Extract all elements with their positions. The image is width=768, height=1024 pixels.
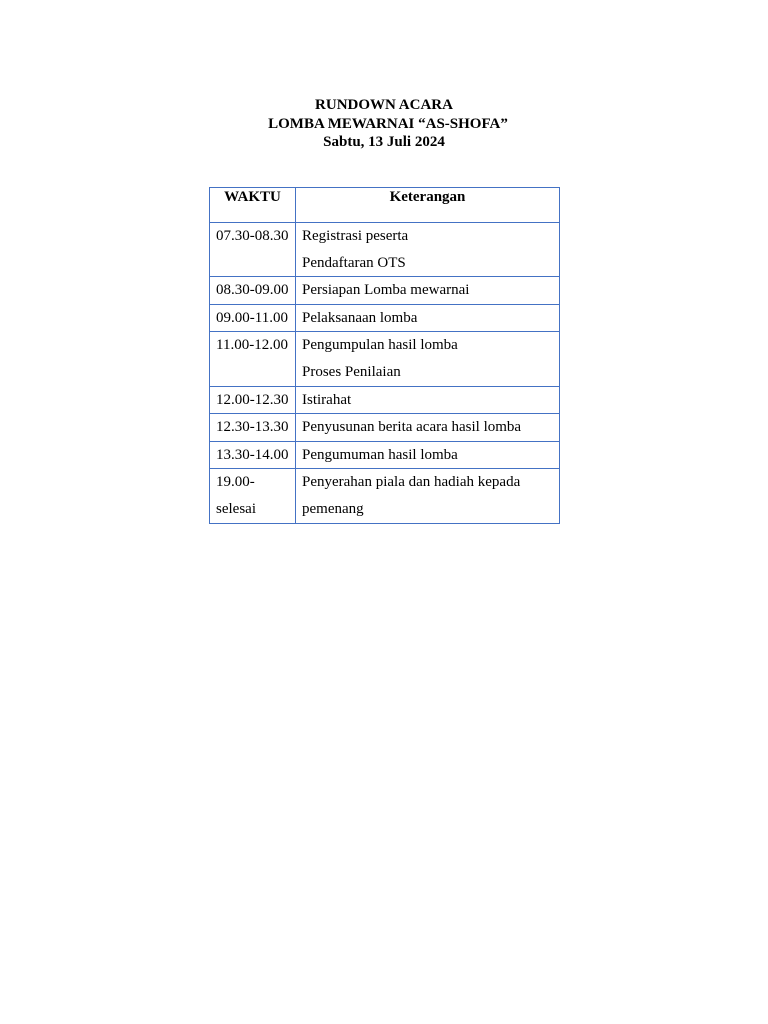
time-cell: 08.30-09.00 [210, 277, 296, 305]
title-line-2: LOMBA MEWARNAI “AS-SHOFA” [268, 115, 508, 132]
description-cell [296, 386, 560, 414]
description-line: Pengumpulan hasil lomba [302, 337, 458, 354]
description-cell [296, 441, 560, 469]
description-line: Penyerahan piala dan hadiah kepada [302, 474, 521, 491]
document-title [0, 96, 768, 152]
description-line: Pendaftaran OTS [302, 254, 406, 271]
table-row [210, 469, 560, 523]
description-line: Registrasi peserta [302, 228, 409, 244]
time-cell: 13.30-14.00 [210, 441, 296, 469]
rundown-table [209, 187, 560, 524]
table-row [210, 223, 560, 277]
header-waktu: WAKTU [210, 188, 296, 223]
title-line-3: Sabtu, 13 Juli 2024 [323, 134, 445, 150]
title-line-1: RUNDOWN ACARA [315, 97, 453, 113]
time-cell: 19.00-selesai [210, 469, 296, 523]
description-cell [296, 469, 560, 523]
time-cell: 09.00-11.00 [210, 304, 296, 332]
table-row [210, 386, 560, 414]
time-cell: 07.30-08.30 [210, 223, 296, 277]
table-body [210, 223, 560, 524]
description-line: Pelaksanaan lomba [302, 309, 418, 326]
description-cell [296, 223, 560, 277]
description-line: Proses Penilaian [302, 363, 401, 380]
time-cell: 12.00-12.30 [210, 386, 296, 414]
description-line: Penyusunan berita acara hasil lomba [302, 419, 522, 436]
table-row [210, 441, 560, 469]
table-row [210, 304, 560, 332]
time-cell: 11.00-12.00 [210, 332, 296, 386]
time-cell: 12.30-13.30 [210, 414, 296, 442]
description-cell [296, 414, 560, 442]
description-line: pemenang [302, 500, 364, 517]
table-row [210, 332, 560, 386]
description-cell [296, 277, 560, 305]
table-header-row [210, 188, 560, 223]
description-line: Pengumuman hasil lomba [302, 446, 458, 463]
table-row [210, 414, 560, 442]
description-line: Istirahat [302, 391, 352, 408]
table-row [210, 277, 560, 305]
description-cell [296, 304, 560, 332]
header-keterangan: Keterangan [296, 188, 560, 223]
description-cell [296, 332, 560, 386]
description-line: Persiapan Lomba mewarnai [302, 282, 470, 299]
